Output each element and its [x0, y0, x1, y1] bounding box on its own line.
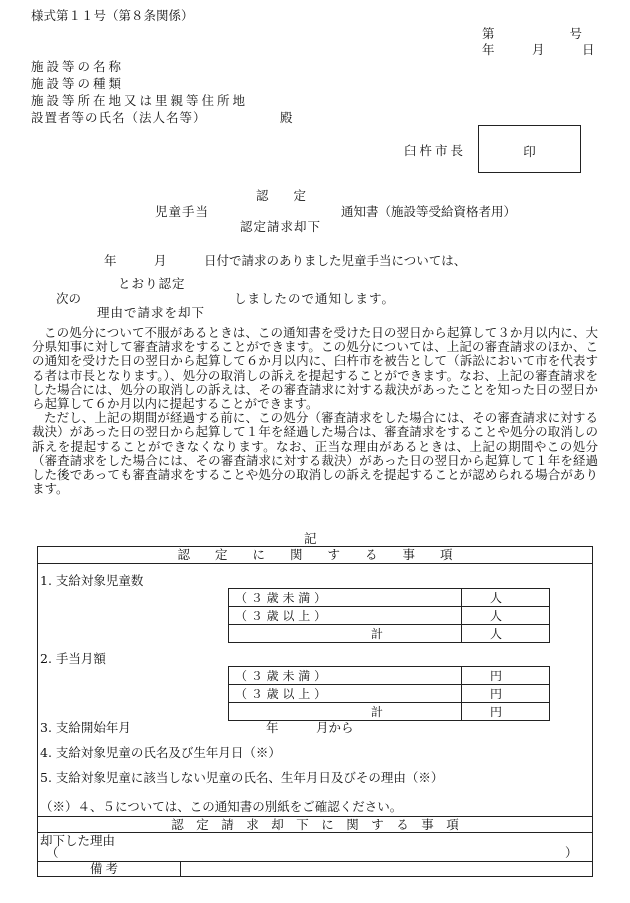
start-month-value: 年 月から [266, 720, 354, 735]
row-unit: 円 [462, 667, 550, 685]
ki-label: 記 [304, 531, 317, 546]
title-notice: 通知書（施設等受給資格者用） [341, 204, 517, 219]
table-row [229, 667, 550, 685]
next-label: 次の [56, 291, 82, 306]
table-row [229, 703, 550, 721]
item-monthly-amount: 2. 手当月額 [40, 651, 106, 666]
notice-paragraph-1: この処分について不服があるときは、この通知書を受けた日の翌日から起算して３か月以内に、大分県知事に対して審査請求をすることができます。この処分については、上記の審査請求のほか、この通知を受けた日の翌日から起算して６か月以内に、臼杵市を被告として（訴訟において市を代表する者は市長となります。）、処分の取消しの訴えを提起することができます。なお、上記の審査請求をした場合には、処分の取消しの訴えは、その審査請求に対する裁決があったことを知った日の翌日から起算して６か月以内に提起することができます。 [32, 325, 598, 412]
item-child-count: 1. 支給対象児童数 [40, 573, 144, 588]
seal-label: 印 [523, 144, 536, 159]
row-unit: 人 [462, 607, 550, 625]
title-ninntei: 認 定 [256, 188, 307, 203]
notice-text [32, 326, 598, 496]
facility-address-label: 施設等所在地又は里親等住所地 [31, 93, 249, 108]
facility-name-label: 施設等の名称 [31, 59, 125, 74]
title-kyakka: 認定請求却下 [240, 219, 322, 234]
child-count-table [228, 588, 550, 643]
item-non-eligible: 5. 支給対象児童に該当しない児童の氏名、生年月日及びその理由（※） [40, 770, 444, 785]
row-label: （ ３ 歳 未 満 ） [229, 589, 462, 607]
table-row [229, 607, 550, 625]
row-unit: 円 [462, 685, 550, 703]
mayor-label: 臼杵市長 [404, 143, 467, 158]
footnote: （※）４、５については、この通知書の別紙をご確認ください。 [40, 799, 403, 814]
option-approved: とおり認定 [118, 276, 186, 291]
row-unit: 人 [462, 625, 550, 643]
intro-text: 年 月 日付で請求のありました児童手当については、 [104, 253, 467, 268]
row-label: （ ３ 歳 未 満 ） [229, 667, 462, 685]
date-label: 年 月 日 [482, 42, 595, 57]
row-label: （ ３ 歳 以 上 ） [229, 607, 462, 625]
rejection-section-header: 認 定 請 求 却 下 に 関 す る 事 項 [37, 817, 593, 833]
row-label: 計 [229, 703, 462, 721]
form-id: 様式第１１号（第８条関係） [31, 8, 194, 23]
founder-name-label: 設置者等の氏名（法人名等） [31, 110, 207, 125]
row-unit: 円 [462, 703, 550, 721]
item-start-month: 3. 支給開始年月 [40, 720, 131, 735]
table-row [229, 625, 550, 643]
table-row [229, 589, 550, 607]
item-child-names: 4. 支給対象児童の氏名及び生年月日（※） [40, 745, 281, 760]
row-unit: 人 [462, 589, 550, 607]
rejection-reason-label: 却下した理由 [40, 833, 116, 848]
dono: 殿 [280, 110, 293, 125]
paren-close: ） [565, 845, 578, 860]
remarks-label: 備考 [90, 861, 122, 876]
option-rejected: 理由で請求を却下 [97, 305, 206, 320]
row-label: 計 [229, 625, 462, 643]
title-jidouteate: 児童手当 [155, 204, 210, 219]
option-suffix: しましたので通知します。 [234, 291, 396, 306]
number-label: 第 号 [482, 26, 583, 41]
table-row [229, 685, 550, 703]
paren-open: （ [46, 845, 59, 860]
row-label: （ ３ 歳 以 上 ） [229, 685, 462, 703]
facility-type-label: 施設等の種類 [31, 76, 125, 91]
monthly-amount-table [228, 666, 550, 721]
approval-section-header: 認 定 に 関 す る 事 項 [37, 546, 593, 564]
remarks-column-divider [180, 861, 181, 877]
seal-box [478, 125, 581, 173]
notice-paragraph-2: ただし、上記の期間が経過する前に、この処分（審査請求をした場合には、その審査請求に対する裁決）があった日の翌日から起算して１年を経過した場合は、審査請求をすることや処分の取消しの訴えを提起することができなくなります。なお、正当な理由があるときは、上記の期間やこの処分（審査請求をした場合には、その審査請求に対する裁決）があった日の翌日から起算して１年を経過した後であっても審査請求をすることや処分の取消しの訴えを提起することが認められる場合があります。 [32, 410, 598, 497]
